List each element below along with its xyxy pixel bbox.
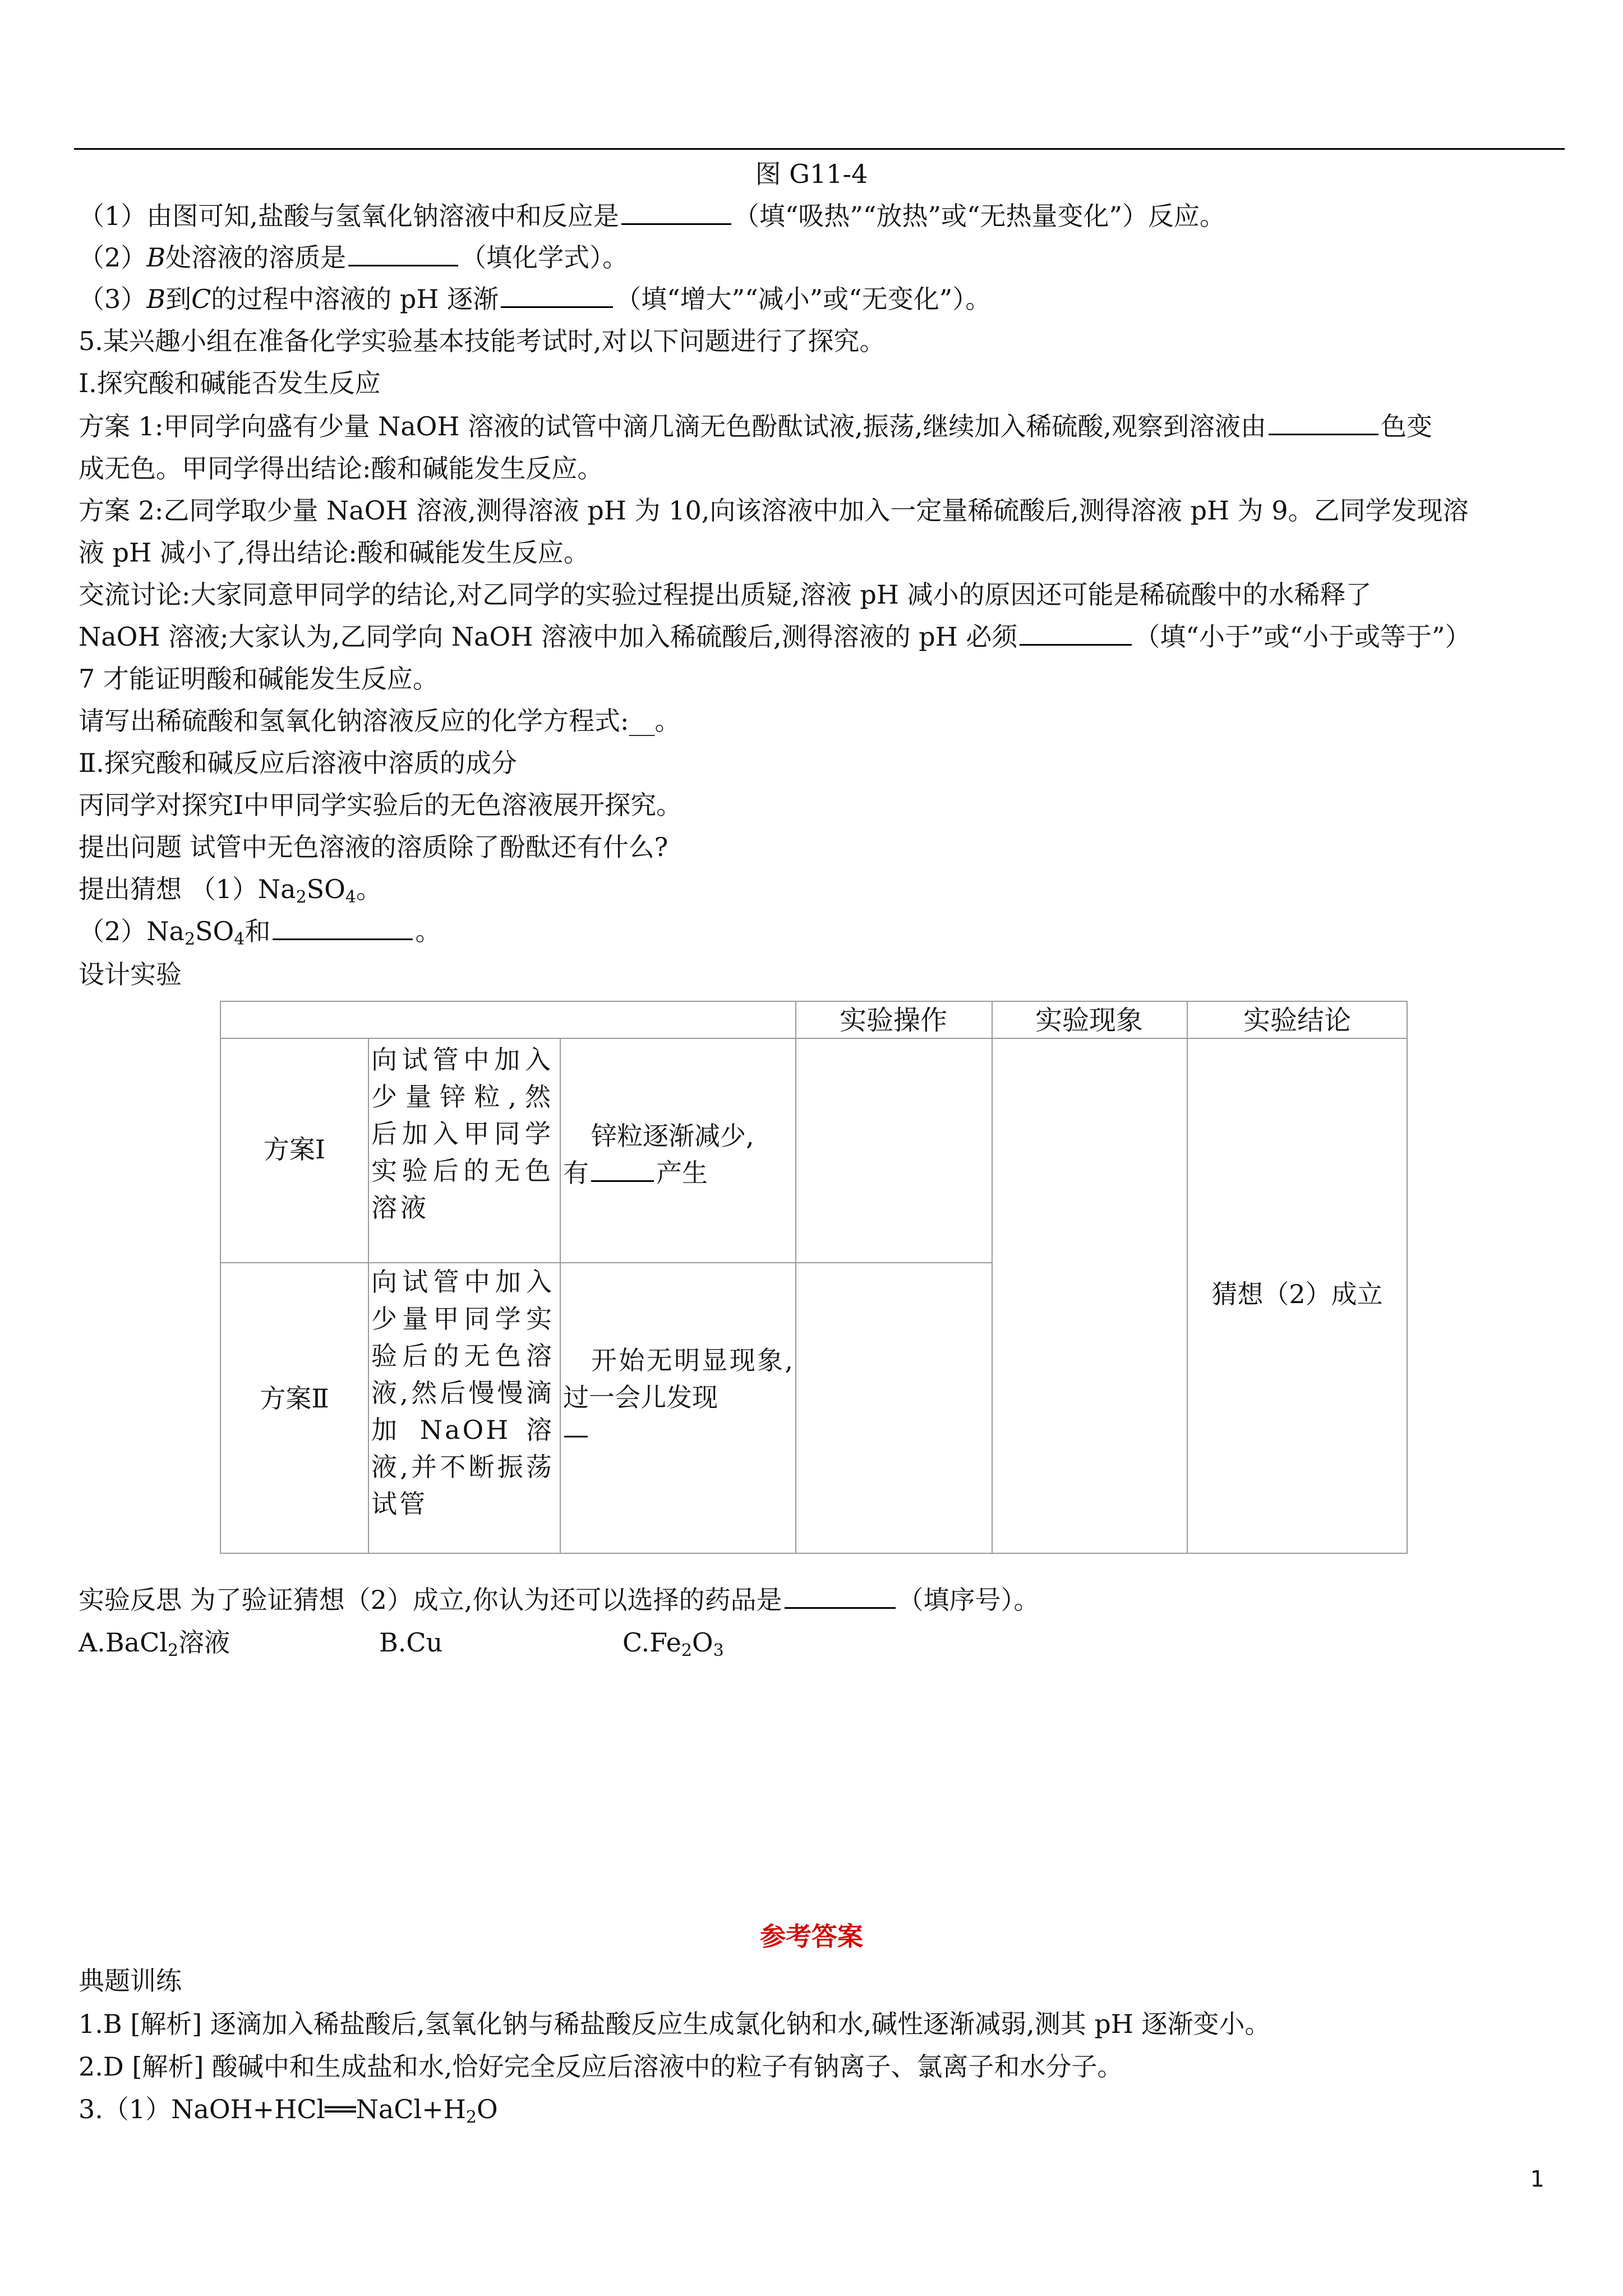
q5-intro: 5.某兴趣小组在准备化学实验基本技能考试时,对以下问题进行了探究。 bbox=[79, 326, 886, 356]
answer-blank bbox=[621, 223, 731, 225]
answer-blank bbox=[1269, 433, 1378, 435]
q4-part3: （3）B到C的过程中溶液的 pH 逐渐 （填“增大”“减小”或“无变化”）。 bbox=[79, 284, 992, 314]
answer-blank bbox=[348, 264, 458, 266]
answer-blank bbox=[501, 306, 613, 308]
table-divider bbox=[992, 1002, 993, 1554]
q5-reflection: 实验反思 为了验证猜想（2）成立,你认为还可以选择的药品是 （填序号）。 bbox=[79, 1585, 1040, 1615]
q5-plan2-cont: 液 pH 减小了,得出结论:酸和碱能发生反应。 bbox=[79, 537, 589, 568]
q5-design-label: 设计实验 bbox=[79, 959, 182, 990]
figure-caption: 图 G11-4 bbox=[755, 159, 868, 189]
answer-3: $3.(1)NaOH+HCl══NaCl+H_2O$ bbox=[79, 2094, 498, 2127]
answer-blank bbox=[785, 1607, 896, 1609]
q5-question: 提出问题 试管中无色溶液的溶质除了酚酞还有什么? bbox=[79, 832, 668, 862]
q5-plan2: 方案 2:乙同学取少量 NaOH 溶液,测得溶液 pH 为 10,向该溶液中加入一定量稀硫酸后,测得溶液 pH 为 9。乙同学发现溶 bbox=[79, 495, 1469, 526]
option-b: B.Cu bbox=[379, 1627, 443, 1658]
plan1-phenomenon: 锌粒逐渐减少, 有 产生 bbox=[563, 1121, 754, 1188]
table-divider bbox=[221, 1262, 992, 1263]
option-a: A.BaCl$_2$溶液 bbox=[79, 1627, 230, 1660]
q5-guess2: $(2)Na_2SO_4$和 。 bbox=[79, 916, 441, 949]
answer-blank bbox=[1020, 643, 1132, 646]
plan1-operation: 向试管中加入少量锌粒,然后加入甲同学实验后的无色溶液 bbox=[371, 1045, 554, 1223]
table-conclusion: 猜想（2）成立 bbox=[1211, 1279, 1383, 1309]
page-number: 1 bbox=[1530, 2166, 1544, 2192]
table-divider bbox=[795, 1002, 796, 1554]
q5-plan1-cont: 成无色。甲同学得出结论:酸和碱能发生反应。 bbox=[79, 453, 603, 484]
answers-title: 参考答案 bbox=[760, 1921, 863, 1952]
q5-part2-title: Ⅱ.探究酸和碱反应后溶液中溶质的成分 bbox=[79, 748, 517, 778]
q5-equation-prompt: 请写出稀硫酸和氢氧化钠溶液反应的化学方程式:__。 bbox=[79, 706, 681, 736]
plan2-phenomenon: 开始无明显现象,过一会儿发现 bbox=[563, 1345, 793, 1412]
option-c: $C.Fe_2O_3$ bbox=[623, 1627, 724, 1660]
plan2-phenomenon-dash: — bbox=[563, 1419, 589, 1450]
header-rule bbox=[74, 148, 1565, 150]
table-header-conclusion: 实验结论 bbox=[1243, 1005, 1351, 1036]
experiment-table bbox=[220, 1001, 1408, 1554]
table-divider bbox=[368, 1039, 369, 1554]
answer-2: 2.D [解析] 酸碱中和生成盐和水,恰好完全反应后溶液中的粒子有钠离子、氯离子和水分子。 bbox=[79, 2051, 1123, 2082]
table-header-operation: 实验操作 bbox=[839, 1005, 947, 1036]
plan1-label: 方案Ⅰ bbox=[263, 1134, 326, 1165]
q4-part1: （1）由图可知,盐酸与氢氧化钠溶液中和反应是 （填“吸热”“放热”或“无热量变化”）反应。 bbox=[79, 201, 1225, 231]
q5-discussion-cont: NaOH 溶液;大家认为,乙同学向 NaOH 溶液中加入稀硫酸后,测得溶液的 pH 必须 （填“小于”或“小于或等于”） bbox=[79, 622, 1471, 652]
answer-blank bbox=[273, 938, 413, 940]
plan2-label: 方案Ⅱ bbox=[260, 1383, 329, 1414]
q5-discussion: 交流讨论:大家同意甲同学的结论,对乙同学的实验过程提出质疑,溶液 pH 减小的原因还可能是稀硫酸中的水稀释了 bbox=[79, 579, 1372, 610]
q5-options bbox=[79, 1621, 230, 1664]
answer-blank bbox=[591, 1180, 654, 1182]
q5-part2-intro: 丙同学对探究Ⅰ中甲同学实验后的无色溶液展开探究。 bbox=[79, 790, 683, 820]
q5-plan1: 方案 1:甲同学向盛有少量 NaOH 溶液的试管中滴几滴无色酚酞试液,振荡,继续加入稀硫酸,观察到溶液由 色变 bbox=[79, 411, 1432, 441]
q4-part2: （2）B处溶液的溶质是 （填化学式）。 bbox=[79, 242, 629, 273]
plan2-operation: 向试管中加入少量甲同学实验后的无色溶液,然后慢慢滴加 NaOH 溶液,并不断振荡试管 bbox=[371, 1267, 554, 1519]
table-header-phenomenon: 实验现象 bbox=[1035, 1005, 1143, 1036]
table-divider bbox=[221, 1038, 1408, 1039]
q5-guess1: 提出猜想 $(1)Na_2SO_4$。 bbox=[79, 874, 382, 907]
answer-1: 1.B [解析] 逐滴加入稀盐酸后,氢氧化钠与稀盐酸反应生成氯化钠和水,碱性逐渐减弱,测其 pH 逐渐变小。 bbox=[79, 2009, 1271, 2039]
table-divider bbox=[560, 1039, 561, 1554]
q5-discussion-end: 7 才能证明酸和碱能发生反应。 bbox=[79, 664, 439, 694]
answers-section: 典题训练 bbox=[79, 1966, 182, 1996]
q5-part1-title: Ⅰ.探究酸和碱能否发生反应 bbox=[79, 368, 381, 398]
